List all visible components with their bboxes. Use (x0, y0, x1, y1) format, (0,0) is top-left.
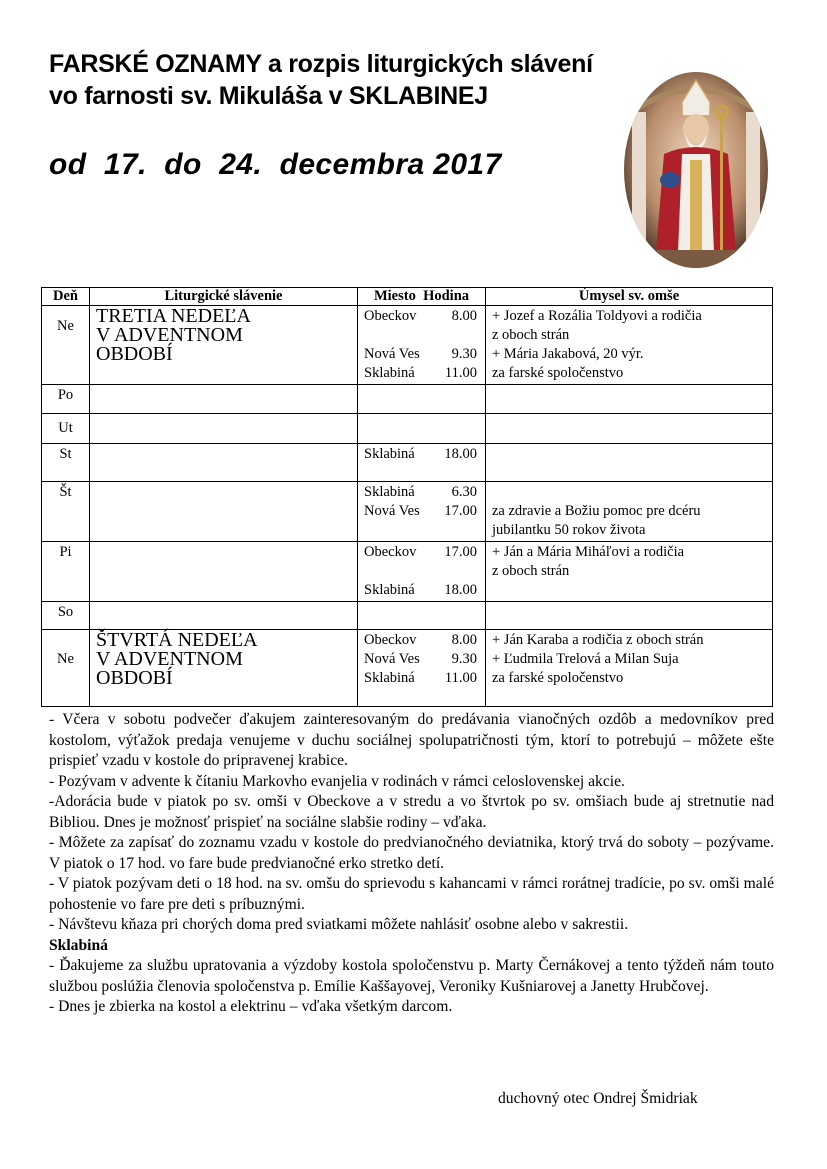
intention-cell: + Ján Karaba a rodičia z oboch strán + Ľudmila Trelová a Milan Suja za farské spoločenstvo (486, 630, 773, 707)
title-line-2: vo farnosti sv. Mikuláša v SKLABINEJ (49, 82, 488, 110)
announcement-item: - Dnes je zbierka na kostol a elektrinu – vďaka všetkým darcom. (49, 998, 453, 1015)
date-range: od 17. do 24. decembra 2017 (49, 148, 502, 181)
title-line-1: FARSKÉ OZNAMY a rozpis liturgických slávení (49, 50, 593, 78)
intention-cell (486, 444, 773, 482)
intention-cell: + Ján a Mária Miháľovi a rodičia z oboch strán (486, 542, 773, 602)
celebration-cell (90, 602, 358, 630)
place-time-cell (358, 602, 486, 630)
place-time-cell: Sklabiná 6.30 Nová Ves 17.00 (358, 482, 486, 542)
day-cell: Po (42, 385, 90, 414)
table-row (42, 482, 773, 542)
table-row (42, 444, 773, 482)
table-row (42, 602, 773, 630)
header-intention: Úmysel sv. omše (486, 288, 773, 306)
intention-cell (486, 385, 773, 414)
announcement-item: - Pozývam v advente k čítaniu Markovho evanjelia v rodinách v rámci celoslovenskej akcie. (49, 772, 625, 790)
announcement-item: - Včera v sobotu podvečer ďakujem zainteresovaným do predávania vianočných ozdôb a medovníkov pred kostolom, výťažok predaja venujeme v duchu sociálnej spolupatričnosti tým, ktorí to potrebujú – môžete ešte prispieť vzadu v kostole do pripravenej krabice. (49, 711, 774, 769)
signature: duchovný otec Ondrej Šmidriak (498, 1090, 698, 1107)
header-place-time: Miesto Hodina (358, 288, 486, 306)
table-row (42, 542, 773, 602)
intention-cell (486, 602, 773, 630)
day-cell: Št (42, 482, 90, 542)
header-day: Deň (42, 288, 90, 306)
intention-cell: + Jozef a Rozália Toldyovi a rodičia z oboch strán + Mária Jakabová, 20 výr. za farské spoločenstvo (486, 306, 773, 385)
table-row (42, 306, 773, 385)
day-cell: Ut (42, 414, 90, 444)
celebration-cell: ŠTVRTÁ NEDEĽA V ADVENTNOM OBDOBÍ (90, 630, 358, 707)
celebration-cell (90, 482, 358, 542)
day-cell: Ne (42, 630, 90, 707)
place-time-cell: Obeckov 8.00 Nová Ves 9.30 Sklabiná 11.00 (358, 630, 486, 707)
table-row (42, 414, 773, 444)
celebration-cell (90, 444, 358, 482)
saint-nicholas-statue-image (624, 72, 768, 268)
table-header-row (42, 288, 773, 306)
announcement-item: - Ďakujeme za službu upratovania a výzdoby kostola spoločenstvu p. Marty Černákovej a tento týždeň nám touto službou poslúžia členovia spoločenstva p. Emílie Kaššayovej, Veroniky Kušniarovej a Janetty Hrubčovej. (49, 957, 774, 995)
place-time-cell: Obeckov 8.00 Nová Ves 9.30 Sklabiná 11.00 (358, 306, 486, 385)
intention-cell (486, 414, 773, 444)
announcement-item: - Návštevu kňaza pri chorých doma pred sviatkami môžete nahlásiť osobne alebo v sakrestii. (49, 916, 629, 933)
liturgy-schedule-table (41, 287, 773, 707)
place-time-cell (358, 414, 486, 444)
day-cell: Pi (42, 542, 90, 602)
day-cell: So (42, 602, 90, 630)
header-celebration: Liturgické slávenie (90, 288, 358, 306)
place-time-cell: Obeckov 17.00 Sklabiná 18.00 (358, 542, 486, 602)
celebration-cell (90, 414, 358, 444)
page-title (49, 48, 593, 112)
celebration-cell (90, 385, 358, 414)
table-row (42, 385, 773, 414)
intention-cell: za zdravie a Božiu pomoc pre dcéru jubilantku 50 rokov života (486, 482, 773, 542)
announcement-item: - V piatok pozývam deti o 18 hod. na sv. omšu do sprievodu s kahancami v rámci rorátnej tradície, po sv. omši malé pohostenie vo fare pre deti s príbuznými. (49, 875, 774, 913)
place-time-cell (358, 385, 486, 414)
celebration-cell: TRETIA NEDEĽA V ADVENTNOM OBDOBÍ (90, 306, 358, 385)
celebration-cell (90, 542, 358, 602)
announcement-item: -Adorácia bude v piatok po sv. omši v Obeckove a v stredu a vo štvrtok po sv. omšiach bude aj stretnutie nad Bibliou. Dnes je možnosť prispieť na sociálne slabšie rodiny – vďaka. (49, 793, 774, 831)
announcements (49, 710, 774, 1018)
table-row (42, 630, 773, 707)
section-heading: Sklabiná (49, 936, 108, 954)
place-time-cell: Sklabiná 18.00 (358, 444, 486, 482)
day-cell: St (42, 444, 90, 482)
day-cell: Ne (42, 306, 90, 385)
announcement-item: - Môžete za zapísať do zoznamu vzadu v kostole do predvianočného deviatnika, ktorý trvá do soboty – pozývame. V piatok o 17 hod. vo fare bude predvianočné erko stretko detí. (49, 834, 774, 872)
